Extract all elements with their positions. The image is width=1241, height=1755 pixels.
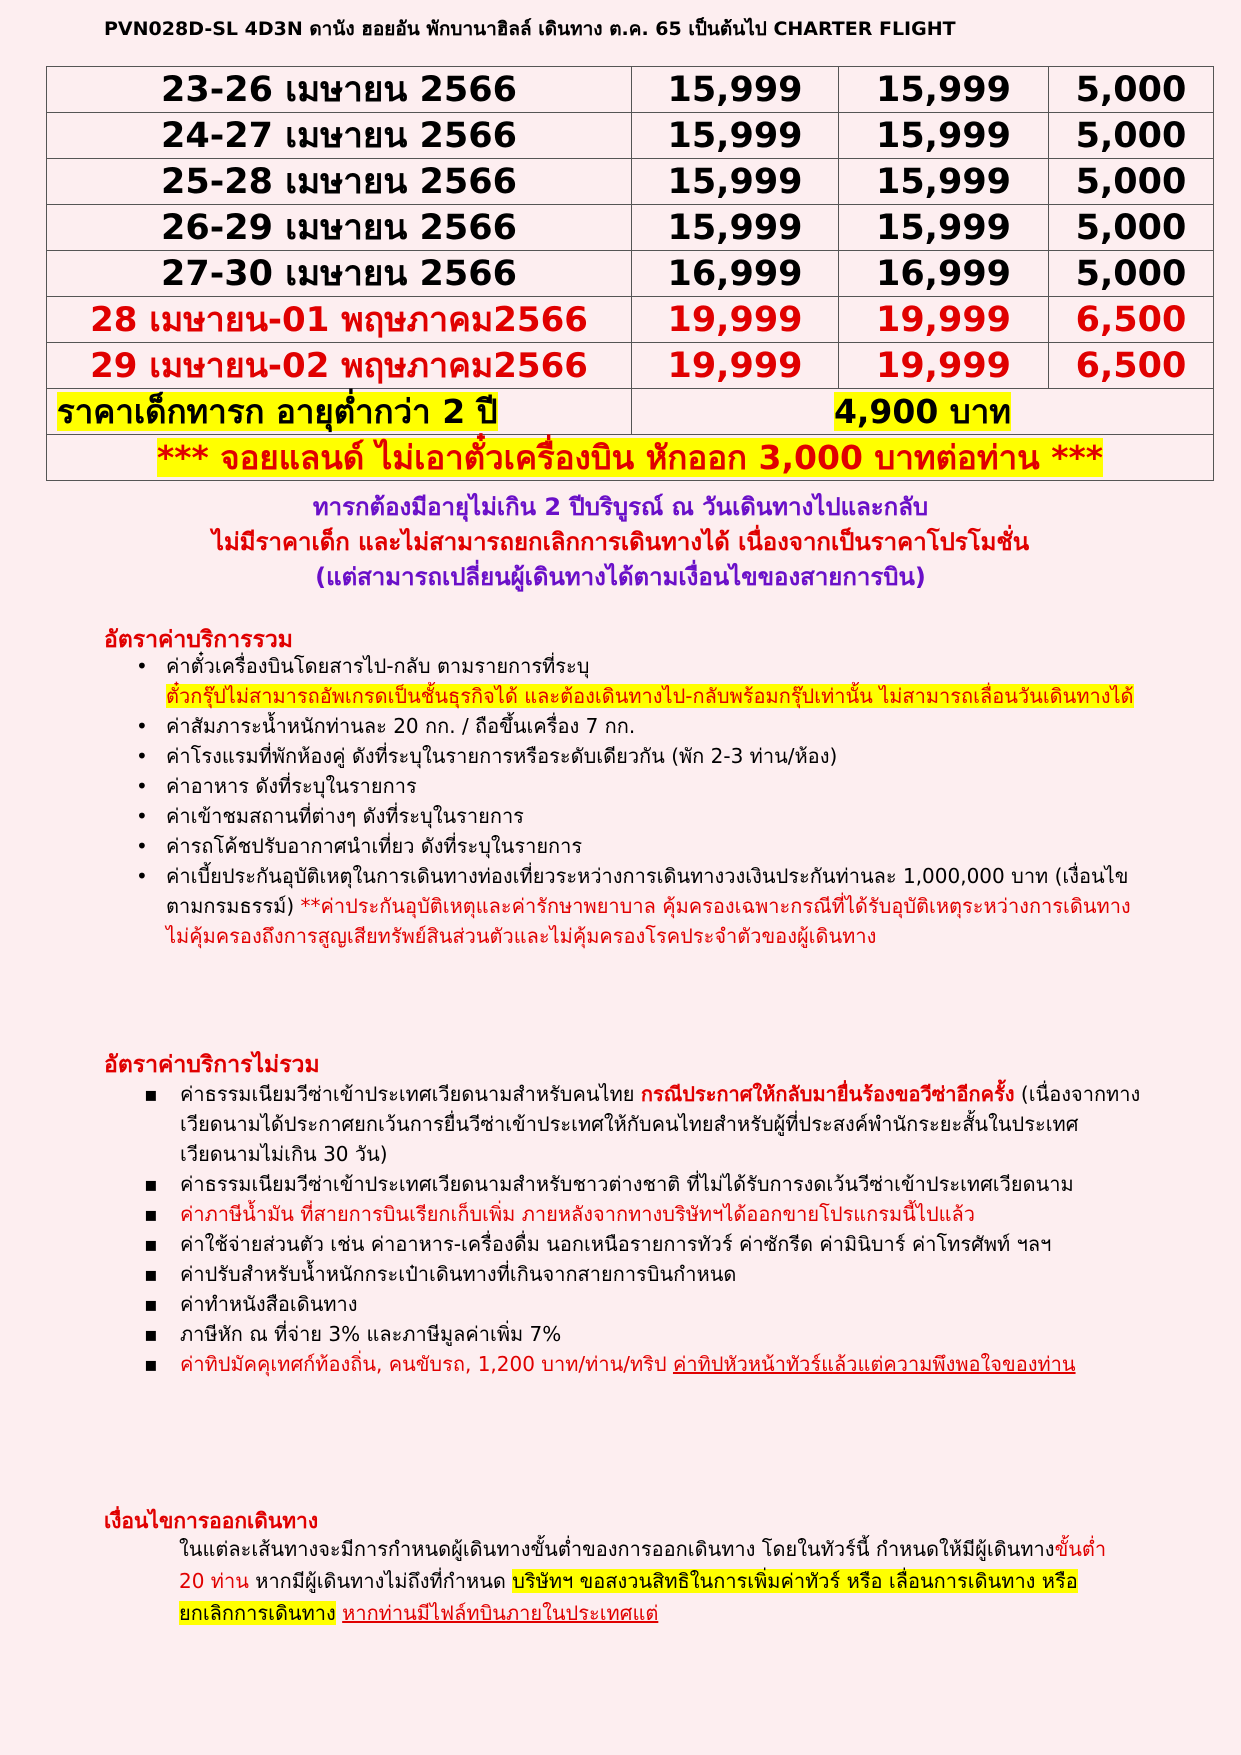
bullet-icon: ▪ [144,1262,158,1286]
adult-price: 15,999 [632,67,839,113]
bullet-icon: • [136,834,148,858]
infant-label-cell [47,389,632,435]
excluded-item [144,1349,1144,1379]
included-item [136,861,1136,951]
excluded-title: อัตราค่าบริการไม่รวม [104,1052,320,1078]
excluded-item [144,1079,1144,1169]
adult-price: 15,999 [632,159,839,205]
infant-price-cell [632,389,1214,435]
bullet-icon: ▪ [144,1202,158,1226]
included-list [136,651,1136,951]
child-price: 15,999 [839,159,1049,205]
joinland-row [47,435,1214,481]
departure-date: 23-26 เมษายน 2566 [47,67,632,113]
price-row [47,251,1214,297]
excluded-item-text: ค่าปรับสำหรับน้ำหนักกระเป๋าเดินทางที่เกินจากสายการบินกำหนด [180,1262,737,1286]
excluded-item [144,1229,1144,1259]
included-item [136,831,1136,861]
single-supplement: 5,000 [1049,159,1214,205]
infant-age-note: ทารกต้องมีอายุไม่เกิน 2 ปีบริบูรณ์ ณ วันเดินทางไปและกลับ [312,493,929,521]
excluded-item-text: ค่าธรรมเนียมวีซ่าเข้าประเทศเวียดนามสำหรับชาวต่างชาติ ที่ไม่ได้รับการงดเว้นวีซ่าเข้าประเทศเวียดนาม [180,1172,1074,1196]
adult-price: 19,999 [632,297,839,343]
single-supplement: 6,500 [1049,297,1214,343]
infant-price-row [47,389,1214,435]
bullet-icon: • [136,774,148,798]
bullet-icon: ▪ [144,1352,158,1376]
promo-note: ไม่มีราคาเด็ก และไม่สามารถยกเลิกการเดินทางได้ เนื่องจากเป็นราคาโปรโมชั่น [211,528,1030,556]
excluded-item-red-text: ค่าทิปมัคคุเทศก์ท้องถิ่น, คนขับรถ, 1,200 บาท/ท่าน/ทริป [180,1352,673,1376]
departure-date: 24-27 เมษายน 2566 [47,113,632,159]
conditions-min-travelers: ขั้นต่ำ 20 ท่าน [179,1537,1107,1593]
infant-label: ราคาเด็กทารก อายุต่ำกว่า 2 ปี [57,391,498,431]
included-item-note: **ค่าประกันอุบัติเหตุและค่ารักษาพยาบาล คุ้มครองเฉพาะกรณีที่ได้รับอุบัติเหตุระหว่างการเดินทาง ไม่คุ้มครองถึงการสูญเสียทรัพย์สินส่วนตัวและไม่คุ้มครองโรคประจำตัวของผู้เดินทาง [166,894,1131,948]
single-supplement: 5,000 [1049,251,1214,297]
bullet-icon: • [136,744,148,768]
departure-date: 26-29 เมษายน 2566 [47,205,632,251]
included-item [136,651,1136,711]
excluded-item [144,1199,1144,1229]
departure-date: 28 เมษายน-01 พฤษภาคม2566 [47,297,632,343]
adult-price: 16,999 [632,251,839,297]
included-item-text: ค่าสัมภาระน้ำหนักท่านละ 20 กก. / ถือขึ้นเครื่อง 7 กก. [166,714,636,738]
bullet-icon: ▪ [144,1082,158,1106]
departure-date: 25-28 เมษายน 2566 [47,159,632,205]
excluded-item-tip-note: ค่าทิปหัวหน้าทัวร์แล้วแต่ความพึงพอใจของท่าน [672,1352,1076,1376]
bullet-icon: ▪ [144,1172,158,1196]
infant-price: 4,900 บาท [833,391,1012,431]
price-row [47,343,1214,389]
bullet-icon: • [136,654,148,678]
adult-price: 15,999 [632,113,839,159]
child-price: 15,999 [839,205,1049,251]
conditions-text-2: หากมีผู้เดินทางไม่ถึงที่กำหนด [248,1569,513,1593]
conditions-rights: บริษัทฯ ขอสงวนสิทธิในการเพิ่มค่าทัวร์ หรือ เลื่อนการเดินทาง หรือ ยกเลิกการเดินทาง [179,1569,1078,1625]
included-item [136,801,1136,831]
price-row [47,159,1214,205]
included-item [136,711,1136,741]
excluded-item-red-text: ค่าภาษีน้ำมัน ที่สายการบินเรียกเก็บเพิ่ม ภายหลังจากทางบริษัทฯได้ออกขายโปรแกรมนี้ไปแล้ว [180,1202,976,1226]
conditions-domestic-flight: หากท่านมีไฟล์ทบินภายในประเทศแต่ [342,1601,659,1625]
bullet-icon: ▪ [144,1292,158,1316]
included-item-text: ค่าเบี้ยประกันอุบัติเหตุในการเดินทางท่องเที่ยวระหว่างการเดินทางวงเงินประกันท่านละ 1,000,000 บาท (เงื่อนไขตามกรมธรรม์) [166,864,1129,918]
included-item-subnote: ตั๋วกรุ๊ปไม่สามารถอัพเกรดเป็นชั้นธุรกิจได้ และต้องเดินทางไป-กลับพร้อมกรุ๊ปเท่านั้น ไม่สามารถเลื่อนวันเดินทางได้ [166,684,1134,708]
child-price: 19,999 [839,343,1049,389]
single-supplement: 5,000 [1049,67,1214,113]
excluded-item-text: ภาษีหัก ณ ที่จ่าย 3% และภาษีมูลค่าเพิ่ม 7% [180,1322,562,1346]
price-table [46,66,1214,481]
included-item [136,741,1136,771]
excluded-item-detail: (เนื่องจากทางเวียดนามได้ประกาศยกเว้นการยื่นวีซ่าเข้าประเทศให้กับคนไทยสำหรับผู้ที่ประสงค์พำนักระยะสั้นในประเทศเวียดนามไม่เกิน 30 วัน) [180,1082,1141,1166]
document-header: PVN028D-SL 4D3N ดานัง ฮอยอัน พักบานาฮิลล์ เดินทาง ต.ค. 65 เป็นต้นไป CHARTER FLIGHT [104,18,956,40]
joinland-cell [47,435,1214,481]
excluded-item-highlight: กรณีประกาศให้กลับมายื่นร้องขอวีซ่าอีกครั้ง [640,1082,1015,1106]
child-price: 19,999 [839,297,1049,343]
excluded-item-text: ค่าทำหนังสือเดินทาง [180,1292,358,1316]
bullet-icon: ▪ [144,1232,158,1256]
departure-date: 27-30 เมษายน 2566 [47,251,632,297]
price-row [47,113,1214,159]
excluded-item [144,1319,1144,1349]
included-item-text: ค่าตั๋วเครื่องบินโดยสารไป-กลับ ตามรายการที่ระบุ [166,654,590,678]
excluded-item-text: ค่าธรรมเนียมวีซ่าเข้าประเทศเวียดนามสำหรับคนไทย [180,1082,641,1106]
bullet-icon: ▪ [144,1322,158,1346]
excluded-list [144,1079,1144,1379]
included-item-text: ค่าเข้าชมสถานที่ต่างๆ ดังที่ระบุในรายการ [166,804,524,828]
single-supplement: 5,000 [1049,205,1214,251]
conditions-title: เงื่อนไขการออกเดินทาง [104,1509,319,1533]
child-price: 16,999 [839,251,1049,297]
conditions-text-1: ในแต่ละเส้นทางจะมีการกำหนดผู้เดินทางขั้นต่ำของการออกเดินทาง โดยในทัวร์นี้ กำหนดให้มีผู้เดินทาง [179,1537,1055,1561]
excluded-item [144,1169,1144,1199]
included-item [136,771,1136,801]
price-row [47,67,1214,113]
conditions-paragraph [179,1533,1116,1629]
excluded-item [144,1259,1144,1289]
included-item-text: ค่าโรงแรมที่พักห้องคู่ ดังที่ระบุในรายการหรือระดับเดียวกัน (พัก 2-3 ท่าน/ห้อง) [166,744,838,768]
excluded-item-text: ค่าใช้จ่ายส่วนตัว เช่น ค่าอาหาร-เครื่องดื่ม นอกเหนือรายการทัวร์ ค่าซักรีด ค่ามินิบาร์ ค่าโทรศัพท์ ฯลฯ [180,1232,1052,1256]
price-row [47,297,1214,343]
single-supplement: 5,000 [1049,113,1214,159]
adult-price: 15,999 [632,205,839,251]
single-supplement: 6,500 [1049,343,1214,389]
child-price: 15,999 [839,67,1049,113]
included-item-text: ค่าอาหาร ดังที่ระบุในรายการ [166,774,417,798]
change-traveler-note: (แต่สามารถเปลี่ยนผู้เดินทางได้ตามเงื่อนไขของสายการบิน) [315,563,926,591]
bullet-icon: • [136,864,148,888]
departure-date: 29 เมษายน-02 พฤษภาคม2566 [47,343,632,389]
price-row [47,205,1214,251]
included-title: อัตราค่าบริการรวม [104,627,293,653]
excluded-item [144,1289,1144,1319]
included-item-text: ค่ารถโค้ชปรับอากาศนำเที่ยว ดังที่ระบุในรายการ [166,834,583,858]
joinland-text: *** จอยแลนด์ ไม่เอาตั๋วเครื่องบิน หักออก 3,000 บาทต่อท่าน *** [157,437,1103,477]
bullet-icon: • [136,714,148,738]
adult-price: 19,999 [632,343,839,389]
bullet-icon: • [136,804,148,828]
child-price: 15,999 [839,113,1049,159]
